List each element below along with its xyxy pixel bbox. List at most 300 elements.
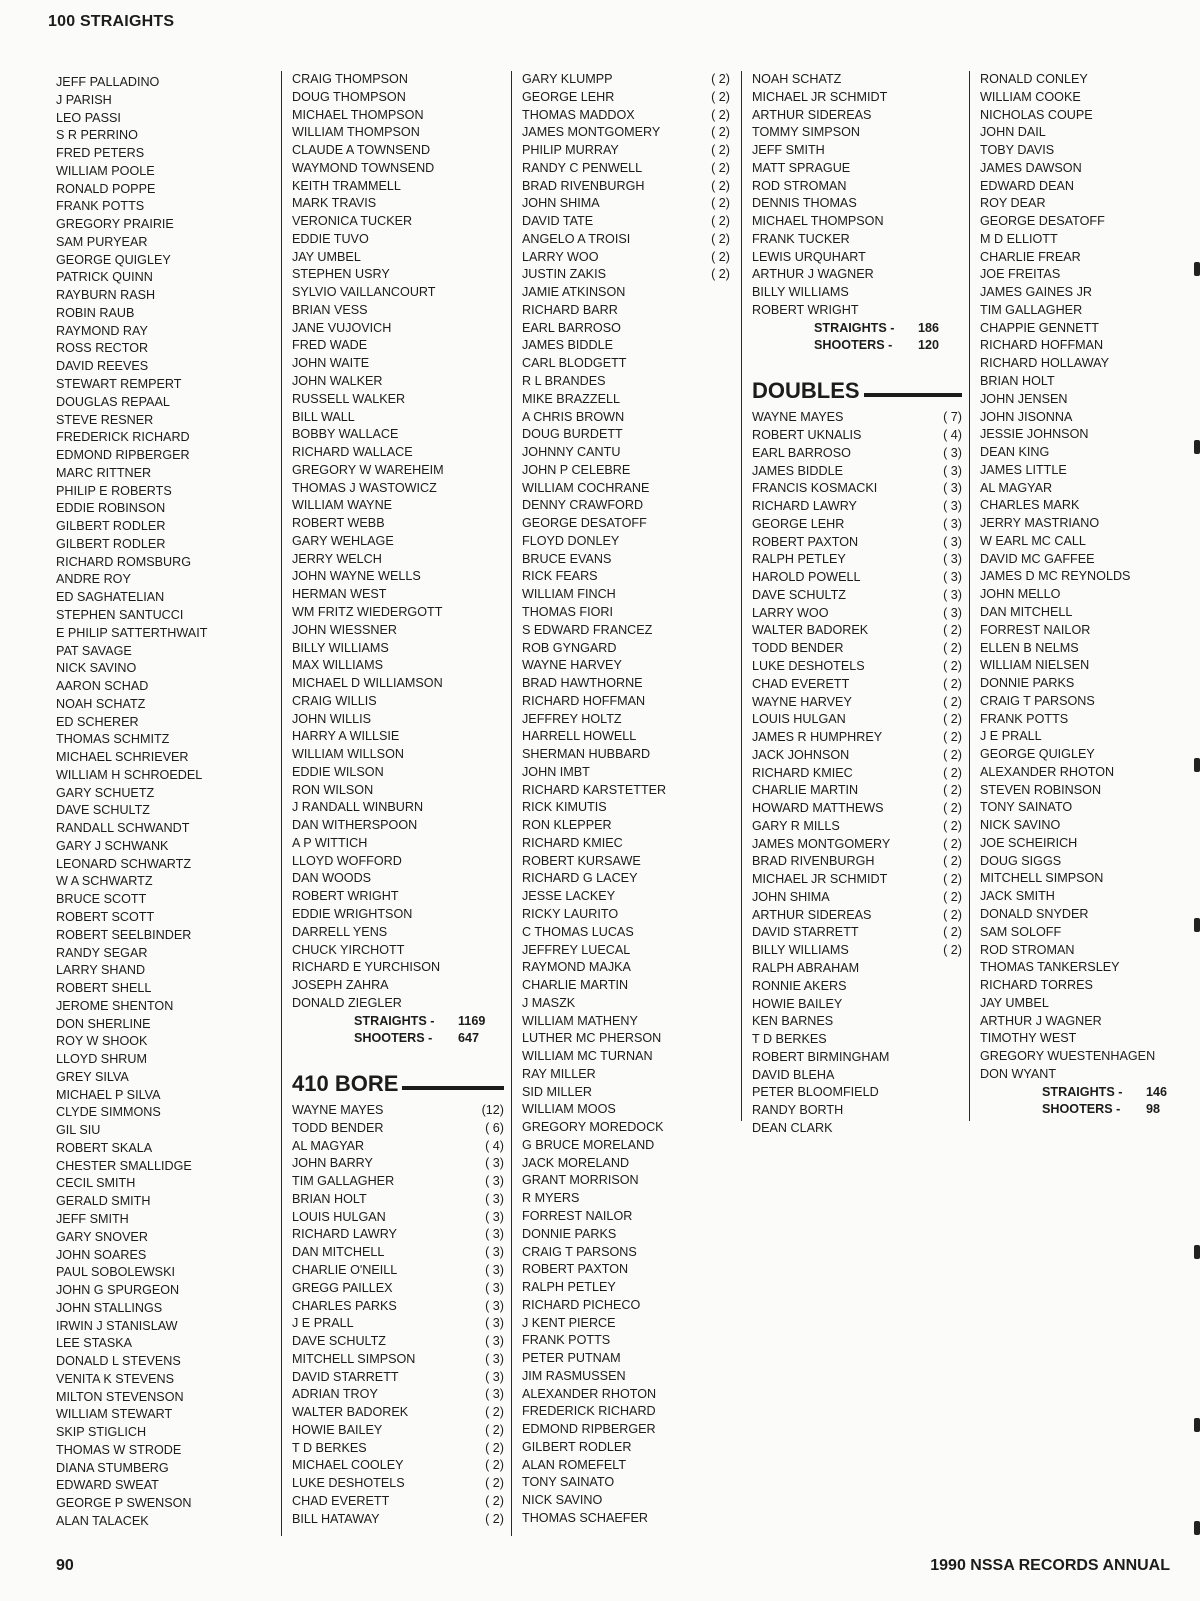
column-2 [292, 71, 504, 1528]
score-count: ( 4) [485, 1138, 504, 1153]
shooters-total [292, 1030, 504, 1048]
list-item: GREGORY MOREDOCK [522, 1120, 664, 1135]
shooter-name: RICHARD KMIEC [752, 765, 853, 780]
list-item: EDWARD SWEAT [56, 1478, 159, 1493]
shooter-name: RALPH PETLEY [752, 552, 846, 567]
list-item: DENNIS THOMAS [752, 196, 857, 211]
list-item: JEFF SMITH [56, 1212, 129, 1226]
shooter-name: WALTER BADOREK [292, 1405, 409, 1420]
score-count: ( 3) [943, 445, 962, 460]
list-item [752, 942, 962, 960]
list-item [292, 1102, 504, 1120]
list-item: JAMES DAWSON [980, 160, 1082, 175]
list-item: TONY SAINATO [522, 1475, 615, 1490]
score-count: ( 3) [485, 1174, 504, 1189]
list-item: BRUCE SCOTT [56, 892, 147, 907]
list-item: MICHAEL THOMPSON [752, 214, 884, 229]
list-item: NICK SAVINO [980, 818, 1061, 833]
list-item: GERALD SMITH [56, 1194, 151, 1209]
total-label: STRAIGHTS - [354, 1013, 435, 1028]
list-item: WILLIAM THOMPSON [292, 125, 420, 140]
shooter-name: LARRY WOO [752, 605, 829, 620]
list-item: J MASZK [522, 995, 576, 1010]
list-item: EDMOND RIPBERGER [522, 1422, 656, 1437]
list-item: RAYMOND MAJKA [522, 960, 631, 975]
list-item: J RANDALL WINBURN [292, 800, 424, 815]
shooter-name: RICHARD LAWRY [752, 499, 857, 514]
score-count: ( 3) [943, 605, 962, 620]
list-item: WILLIAM COOKE [980, 89, 1081, 104]
list-item: WILLIAM FINCH [522, 587, 616, 602]
list-item [752, 534, 962, 552]
score-count: ( 3) [943, 499, 962, 514]
list-item: STEVE RESNER [56, 412, 154, 427]
list-item: JACK SMITH [980, 889, 1055, 904]
shooter-name: LUKE DESHOTELS [752, 658, 865, 673]
list-item [522, 231, 730, 249]
list-item: GEORGE QUIGLEY [56, 252, 171, 267]
list-item [752, 711, 962, 729]
score-count: ( 2) [485, 1458, 504, 1473]
list-item: MARC RITTNER [56, 465, 152, 480]
list-item: ALAN ROMEFELT [522, 1457, 627, 1472]
list-item: ARTHUR J WAGNER [980, 1013, 1102, 1028]
section-title [292, 1066, 504, 1102]
shooter-name: MITCHELL SIMPSON [292, 1351, 416, 1366]
shooter-name: DAVE SCHULTZ [752, 587, 846, 602]
list-item: RICHARD E YURCHISON [292, 960, 441, 975]
shooter-name: WAYNE MAYES [752, 410, 844, 425]
score-count: ( 2) [943, 889, 962, 904]
list-item: JEFFREY HOLTZ [522, 711, 622, 726]
list-item: JOHN WAITE [292, 356, 370, 371]
list-item: JOHN DAIL [980, 125, 1046, 140]
list-item [522, 266, 730, 284]
shooter-name: CHARLIE O'NEILL [292, 1263, 398, 1277]
list-item: ROBERT BIRMINGHAM [752, 1049, 890, 1064]
list-item [292, 1457, 504, 1475]
list-item: MITCHELL SIMPSON [980, 871, 1104, 886]
list-item [522, 142, 730, 160]
list-item: SKIP STIGLICH [56, 1425, 147, 1440]
score-count: ( 3) [485, 1351, 504, 1366]
list-item: GEORGE P SWENSON [56, 1496, 192, 1511]
score-count: ( 2) [711, 89, 730, 104]
shooter-name: LOUIS HULGAN [752, 712, 846, 727]
score-count: ( 3) [485, 1387, 504, 1402]
list-item: WILLIAM STEWART [56, 1407, 173, 1422]
list-item: RICHARD TORRES [980, 978, 1093, 993]
list-item: THOMAS FIORI [522, 604, 613, 619]
list-item: MICHAEL SCHRIEVER [56, 750, 189, 765]
edge-mark [1194, 918, 1200, 932]
list-item: LLOYD WOFFORD [292, 853, 402, 868]
shooter-name: HAROLD POWELL [752, 570, 861, 585]
list-item: DAN WOODS [292, 871, 372, 886]
score-count: ( 2) [711, 214, 730, 229]
list-item: EARL BARROSO [522, 320, 621, 335]
list-item: JEFF SMITH [752, 143, 825, 158]
score-count: ( 2) [485, 1405, 504, 1420]
score-count: ( 2) [485, 1511, 504, 1526]
list-item: JAMIE ATKINSON [522, 285, 626, 300]
column-divider [281, 71, 282, 1536]
score-count: ( 4) [943, 428, 962, 443]
list-item: JAMES LITTLE [980, 462, 1067, 477]
list-item [292, 1155, 504, 1173]
total-value: 120 [918, 338, 940, 353]
shooter-name: JAMES MONTGOMERY [752, 836, 891, 851]
edge-mark [1194, 758, 1200, 772]
score-count: ( 2) [943, 943, 962, 958]
list-item [752, 800, 962, 818]
list-item: JOHN SOARES [56, 1247, 147, 1262]
publication-title: 1990 NSSA RECORDS ANNUAL [930, 1557, 1170, 1574]
shooter-name: RANDY C PENWELL [522, 160, 643, 175]
list-item: T D BERKES [752, 1032, 827, 1047]
list-item [752, 480, 962, 498]
list-item: NICHOLAS COUPE [980, 107, 1093, 122]
list-item [292, 1262, 504, 1280]
list-item [752, 782, 962, 800]
list-item: DON SHERLINE [56, 1016, 151, 1031]
list-item: CHESTER SMALLIDGE [56, 1158, 192, 1173]
total-label: STRAIGHTS - [1042, 1084, 1123, 1099]
list-item: LLOYD SHRUM [56, 1052, 147, 1067]
list-item: WILLIAM MC TURNAN [522, 1049, 653, 1064]
shooter-name: ROBERT PAXTON [752, 534, 859, 549]
shooter-name: DAVE SCHULTZ [292, 1334, 386, 1349]
list-item: GEORGE DESATOFF [522, 516, 647, 531]
list-item: LEWIS URQUHART [752, 249, 866, 264]
list-item: ED SCHERER [56, 714, 139, 729]
list-item: RANDY SEGAR [56, 945, 148, 960]
list-item: J PARISH [56, 92, 112, 107]
list-item: RON WILSON [292, 782, 374, 797]
shooter-name: BRIAN HOLT [292, 1191, 367, 1206]
list-item: CHARLES MARK [980, 498, 1080, 513]
list-item: RICHARD HOLLAWAY [980, 356, 1109, 371]
list-item: ARTHUR SIDEREAS [752, 107, 872, 122]
list-item: MILTON STEVENSON [56, 1389, 184, 1404]
list-item: ROBERT KURSAWE [522, 853, 641, 868]
list-item [292, 1298, 504, 1316]
list-item [292, 1333, 504, 1351]
list-item [752, 907, 962, 925]
list-item: CRAIG THOMPSON [292, 72, 408, 86]
shooter-name: FRANCIS KOSMACKI [752, 481, 878, 496]
list-item: JERRY MASTRIANO [980, 516, 1100, 531]
list-item: RICHARD HOFFMAN [522, 693, 646, 708]
list-item: JEROME SHENTON [56, 998, 174, 1013]
list-item [292, 1226, 504, 1244]
score-count: ( 2) [711, 125, 730, 140]
list-item: A CHRIS BROWN [522, 409, 625, 424]
list-item [522, 178, 730, 196]
score-count: ( 2) [711, 178, 730, 193]
edge-mark [1194, 1521, 1200, 1535]
list-item: FREDERICK RICHARD [522, 1404, 656, 1419]
list-item: TONY SAINATO [980, 800, 1073, 815]
list-item: TOMMY SIMPSON [752, 125, 860, 140]
list-item: ALEXANDER RHOTON [980, 764, 1115, 779]
list-item: DOUG BURDETT [522, 427, 623, 442]
shooter-name: GARY KLUMPP [522, 72, 613, 86]
list-item: JOHN IMBT [522, 764, 590, 779]
list-item: JOHN JENSEN [980, 391, 1068, 406]
score-count: ( 2) [943, 872, 962, 887]
total-label: SHOOTERS - [354, 1031, 433, 1046]
list-item: DAVE SCHULTZ [56, 803, 150, 818]
list-item [752, 463, 962, 481]
shooter-name: AL MAGYAR [292, 1138, 365, 1153]
score-count: ( 3) [485, 1369, 504, 1384]
list-item: MIKE BRAZZELL [522, 391, 620, 406]
shooter-name: JOHN BARRY [292, 1156, 373, 1171]
edge-mark [1194, 1245, 1200, 1259]
list-item: GREGORY WUESTENHAGEN [980, 1049, 1156, 1064]
score-count: ( 3) [943, 587, 962, 602]
list-item: RON KLEPPER [522, 818, 612, 833]
list-item: JERRY WELCH [292, 551, 382, 566]
list-item: JACK MORELAND [522, 1155, 630, 1170]
list-item: RICHARD KARSTETTER [522, 782, 667, 797]
list-item: PETER PUTNAM [522, 1351, 621, 1366]
straights-total [752, 320, 962, 338]
list-item: RICHARD BARR [522, 302, 618, 317]
list-item: HERMAN WEST [292, 587, 387, 602]
shooter-name: BILL HATAWAY [292, 1511, 380, 1526]
score-count: ( 3) [943, 552, 962, 567]
list-item: VENITA K STEVENS [56, 1371, 175, 1386]
shooter-name: TODD BENDER [752, 641, 844, 656]
list-item: NICK SAVINO [56, 661, 137, 676]
list-item: DONNIE PARKS [522, 1226, 617, 1241]
list-item: RICHARD WALLACE [292, 445, 413, 460]
list-item: RICHARD HOFFMAN [980, 338, 1104, 353]
column-divider [741, 71, 742, 1121]
list-item [752, 622, 962, 640]
shooter-name: GEORGE LEHR [522, 89, 615, 104]
section-title-text: 410 BORE [292, 1071, 399, 1097]
list-item: WILLIAM NIELSEN [980, 658, 1090, 673]
list-item [522, 160, 730, 178]
list-item: WILLIAM MATHENY [522, 1013, 638, 1028]
list-item: DIANA STUMBERG [56, 1460, 169, 1475]
column-divider [969, 71, 970, 1121]
list-item: DOUG THOMPSON [292, 89, 406, 104]
shooter-name: MICHAEL JR SCHMIDT [752, 872, 888, 887]
shooter-name: TODD BENDER [292, 1120, 384, 1135]
list-item: LEONARD SCHWARTZ [56, 856, 192, 871]
list-item: ED SAGHATELIAN [56, 590, 165, 605]
list-item: PHILIP E ROBERTS [56, 483, 172, 498]
list-item: RICK KIMUTIS [522, 800, 607, 815]
list-item: W A SCHWARTZ [56, 874, 153, 889]
list-item: RUSSELL WALKER [292, 391, 406, 406]
list-item: RAY MILLER [522, 1066, 596, 1081]
list-item: ROD STROMAN [980, 942, 1075, 957]
list-item: WAYNE HARVEY [522, 658, 622, 673]
list-item: STEWART REMPERT [56, 377, 182, 392]
list-item: EDDIE TUVO [292, 231, 369, 246]
score-count: ( 2) [943, 747, 962, 762]
shooter-name: ADRIAN TROY [292, 1387, 378, 1402]
shooter-name: DAVID STARRETT [292, 1369, 399, 1384]
list-item: VERONICA TUCKER [292, 214, 413, 229]
shooter-name: ARTHUR SIDEREAS [752, 907, 872, 922]
list-item: DOUG SIGGS [980, 853, 1062, 868]
shooter-name: GEORGE LEHR [752, 516, 845, 531]
list-item [752, 569, 962, 587]
score-count: ( 3) [485, 1227, 504, 1242]
list-item [752, 765, 962, 783]
list-item [292, 1138, 504, 1156]
list-item: WILLIAM POOLE [56, 163, 155, 178]
list-item [522, 71, 730, 89]
list-item: THOMAS J WASTOWICZ [292, 480, 437, 495]
list-item: BOBBY WALLACE [292, 427, 399, 442]
list-item: ANDRE ROY [56, 572, 131, 587]
list-item: JEFF PALLADINO [56, 75, 160, 89]
list-item: ROD STROMAN [752, 178, 847, 193]
list-item: ROB GYNGARD [522, 640, 617, 655]
list-item: ROBERT WRIGHT [292, 889, 399, 904]
list-item: ARTHUR J WAGNER [752, 267, 874, 282]
list-item [752, 605, 962, 623]
list-item: FRED PETERS [56, 146, 145, 161]
column-3 [522, 71, 730, 1528]
shooter-name: WAYNE MAYES [292, 1103, 384, 1118]
section-title [752, 373, 962, 409]
list-item: ROBERT PAXTON [522, 1262, 629, 1277]
list-item: HARRY A WILLSIE [292, 729, 400, 744]
list-item [522, 249, 730, 267]
list-item: AARON SCHAD [56, 679, 149, 694]
score-count: ( 2) [711, 160, 730, 175]
score-count: ( 2) [943, 925, 962, 940]
list-item: HARRELL HOWELL [522, 729, 637, 744]
score-count: ( 2) [711, 249, 730, 264]
list-item: DON WYANT [980, 1066, 1057, 1081]
shooter-name: BRAD RIVENBURGH [522, 178, 645, 193]
edge-mark [1194, 1418, 1200, 1432]
total-value: 146 [1146, 1084, 1168, 1099]
list-item [752, 836, 962, 854]
shooter-name: HOWARD MATTHEWS [752, 801, 884, 816]
list-item [752, 889, 962, 907]
list-item: AL MAGYAR [980, 480, 1053, 495]
list-item: JOHN WILLIS [292, 711, 372, 726]
score-count: ( 2) [711, 107, 730, 122]
shooter-name: CHAD EVERETT [292, 1493, 390, 1508]
list-item: JOE SCHEIRICH [980, 835, 1078, 850]
list-item [752, 587, 962, 605]
score-count: ( 2) [943, 730, 962, 745]
list-item [522, 195, 730, 213]
score-count: ( 2) [711, 72, 730, 86]
list-item: CHAPPIE GENNETT [980, 320, 1099, 335]
list-item [292, 1511, 504, 1529]
list-item: DENNY CRAWFORD [522, 498, 644, 513]
list-item: PAT SAVAGE [56, 643, 132, 658]
shooter-name: GARY R MILLS [752, 818, 840, 833]
straights-total [292, 1013, 504, 1031]
shooter-name: CHARLES PARKS [292, 1298, 397, 1313]
list-item [752, 445, 962, 463]
list-item [292, 1440, 504, 1458]
list-item [752, 658, 962, 676]
list-item: DONALD SNYDER [980, 906, 1089, 921]
score-count: ( 2) [485, 1422, 504, 1437]
list-item: ALEXANDER RHOTON [522, 1386, 657, 1401]
edge-mark [1194, 440, 1200, 454]
shooter-name: T D BERKES [292, 1440, 367, 1455]
list-item: GILBERT RODLER [56, 519, 166, 534]
list-item: JESSIE JOHNSON [980, 427, 1089, 442]
list-item: CARL BLODGETT [522, 356, 627, 371]
list-item: ROY W SHOOK [56, 1034, 148, 1049]
score-count: ( 2) [943, 801, 962, 816]
list-item: MARK TRAVIS [292, 196, 377, 211]
list-item: DAVID REEVES [56, 359, 149, 374]
list-item: BILL WALL [292, 409, 355, 424]
list-item: DOUGLAS REPAAL [56, 394, 170, 409]
list-item [292, 1386, 504, 1404]
list-item: ROBERT WEBB [292, 516, 385, 531]
list-item: BRUCE EVANS [522, 551, 612, 566]
list-item [752, 818, 962, 836]
total-value: 1169 [458, 1013, 486, 1028]
score-count: ( 3) [485, 1298, 504, 1313]
shooter-name: J E PRALL [292, 1316, 354, 1331]
score-count: ( 3) [485, 1156, 504, 1171]
list-item [292, 1191, 504, 1209]
total-label: SHOOTERS - [1042, 1102, 1121, 1117]
list-item: SHERMAN HUBBARD [522, 747, 651, 762]
list-item [292, 1493, 504, 1511]
list-item: RICHARD ROMSBURG [56, 554, 192, 569]
list-item: RICHARD G LACEY [522, 871, 638, 886]
score-count: ( 2) [485, 1493, 504, 1508]
shooter-name: EARL BARROSO [752, 445, 851, 460]
score-count: ( 3) [485, 1280, 504, 1295]
list-item: EDDIE ROBINSON [56, 501, 166, 516]
list-item: C THOMAS LUCAS [522, 924, 634, 939]
total-label: STRAIGHTS - [814, 320, 895, 335]
list-item [752, 853, 962, 871]
list-item: LARRY SHAND [56, 963, 146, 978]
shooters-total [980, 1101, 1180, 1119]
list-item: CHARLIE MARTIN [522, 978, 629, 993]
list-item: ROBERT SEELBINDER [56, 927, 192, 942]
list-item [522, 89, 730, 107]
list-item: THOMAS TANKERSLEY [980, 960, 1120, 975]
list-item: ELLEN B NELMS [980, 640, 1079, 655]
list-item: GEORGE DESATOFF [980, 214, 1105, 229]
list-item: IRWIN J STANISLAW [56, 1318, 178, 1333]
total-label: SHOOTERS - [814, 338, 893, 353]
page-header: 100 STRAIGHTS [48, 13, 175, 30]
list-item: ALAN TALACEK [56, 1514, 149, 1529]
list-item: WILLIAM WILLSON [292, 747, 404, 762]
list-item: SAM PURYEAR [56, 234, 148, 249]
list-item: GARY SCHUETZ [56, 785, 155, 800]
list-item: GIL SIU [56, 1123, 101, 1138]
shooter-name: LARRY WOO [522, 249, 599, 264]
list-item: SYLVIO VAILLANCOURT [292, 285, 436, 300]
list-item: DAN WITHERSPOON [292, 818, 418, 833]
